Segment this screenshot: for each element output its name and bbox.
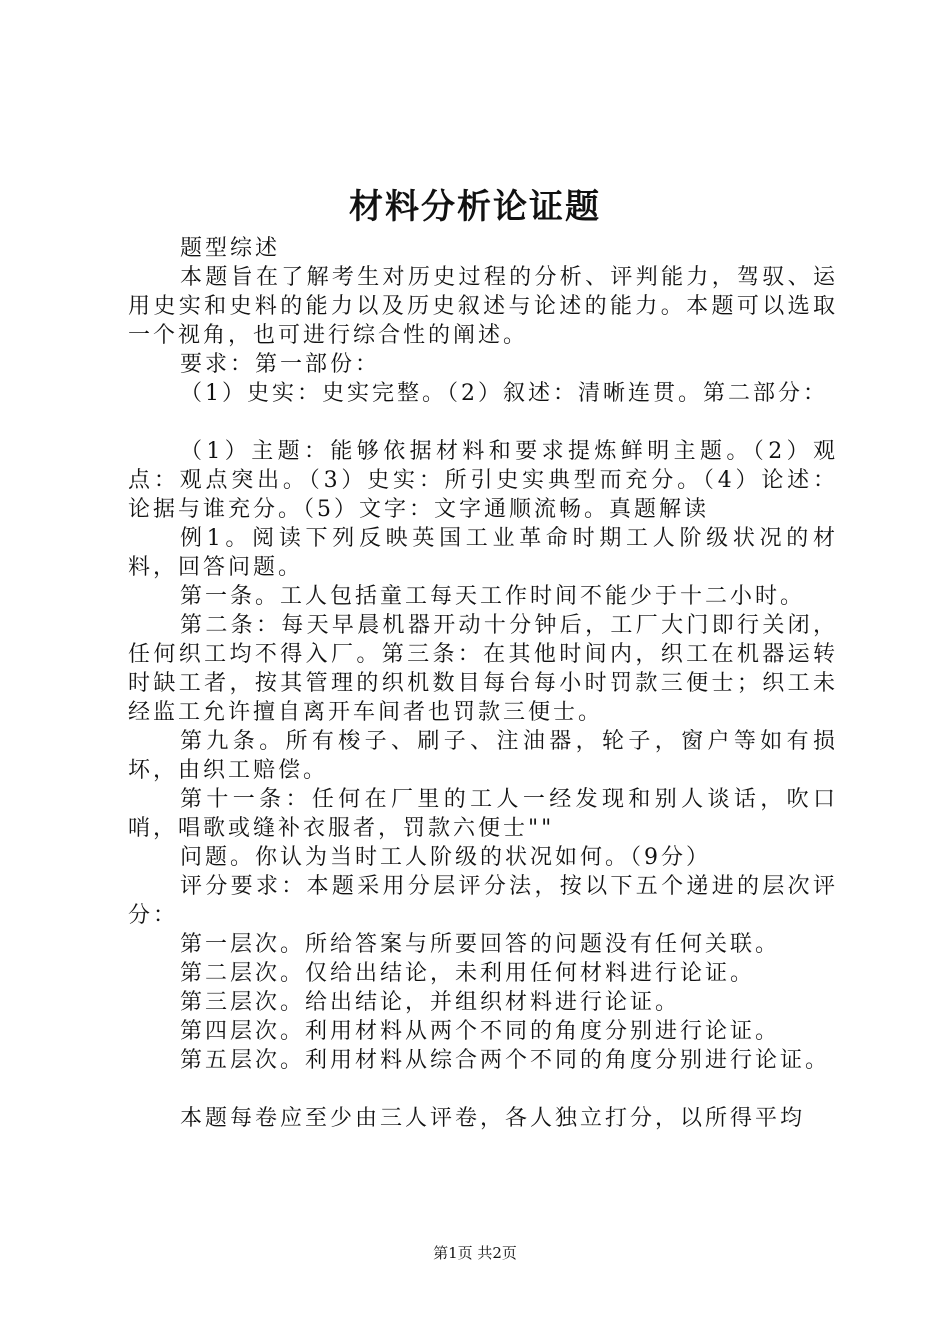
paragraph: （1）主题：能够依据材料和要求提炼鲜明主题。（2）观点：观点突出。（3）史实：所引史实典型而充分。（4）论述：论据与谁充分。（5）文字：文字通顺流畅。真题解读 [128,439,838,522]
paragraph: 本题旨在了解考生对历史过程的分析、评判能力，驾驭、运用史实和史料的能力以及历史叙述与论述的能力。本题可以选取一个视角，也可进行综合性的阐述。 [128,265,838,348]
page-footer: 第1页 共2页 [433,1244,517,1262]
paragraph: （1）史实：史实完整。（2）叙述：清晰连贯。第二部分： [180,381,828,406]
paragraph: 问题。你认为当时工人阶级的状况如何。（9分） [180,845,711,870]
paragraph: 题型综述 [180,236,281,261]
paragraph: 评分要求：本题采用分层评分法，按以下五个递进的层次评分： [128,874,838,928]
paragraph: 第一层次。所给答案与所要回答的问题没有任何关联。 [180,932,781,957]
paragraph: 第三层次。给出结论，并组织材料进行论证。 [180,990,681,1015]
paragraph: 要求：第一部份： [180,352,381,377]
paragraph: 例1。阅读下列反映英国工业革命时期工人阶级状况的材料，回答问题。 [128,526,838,580]
paragraph: 第二层次。仅给出结论，未利用任何材料进行论证。 [180,961,756,986]
document-title: 材料分析论证题 [349,187,601,227]
paragraph: 第四层次。利用材料从两个不同的角度分别进行论证。 [180,1019,781,1044]
paragraph: 第五层次。利用材料从综合两个不同的角度分别进行论证。 [180,1048,831,1073]
paragraph: 第二条：每天早晨机器开动十分钟后，工厂大门即行关闭，任何织工均不得入厂。第三条：在其他时间内，织工在机器运转时缺工者，按其管理的织机数目每台每小时罚款三便士；织工未经监工允许擅自离开车间者也罚款三便士。 [128,613,838,725]
paragraph: 第十一条：任何在厂里的工人一经发现和别人谈话，吹口哨，唱歌或缝补衣服者，罚款六便士"" [128,787,838,841]
paragraph: 第一条。工人包括童工每天工作时间不能少于十二小时。 [180,584,806,609]
paragraph: 第九条。所有梭子、刷子、注油器，轮子，窗户等如有损坏，由织工赔偿。 [128,729,838,783]
paragraph: 本题每卷应至少由三人评卷，各人独立打分，以所得平均 [180,1106,806,1131]
document-body [128,234,838,1133]
